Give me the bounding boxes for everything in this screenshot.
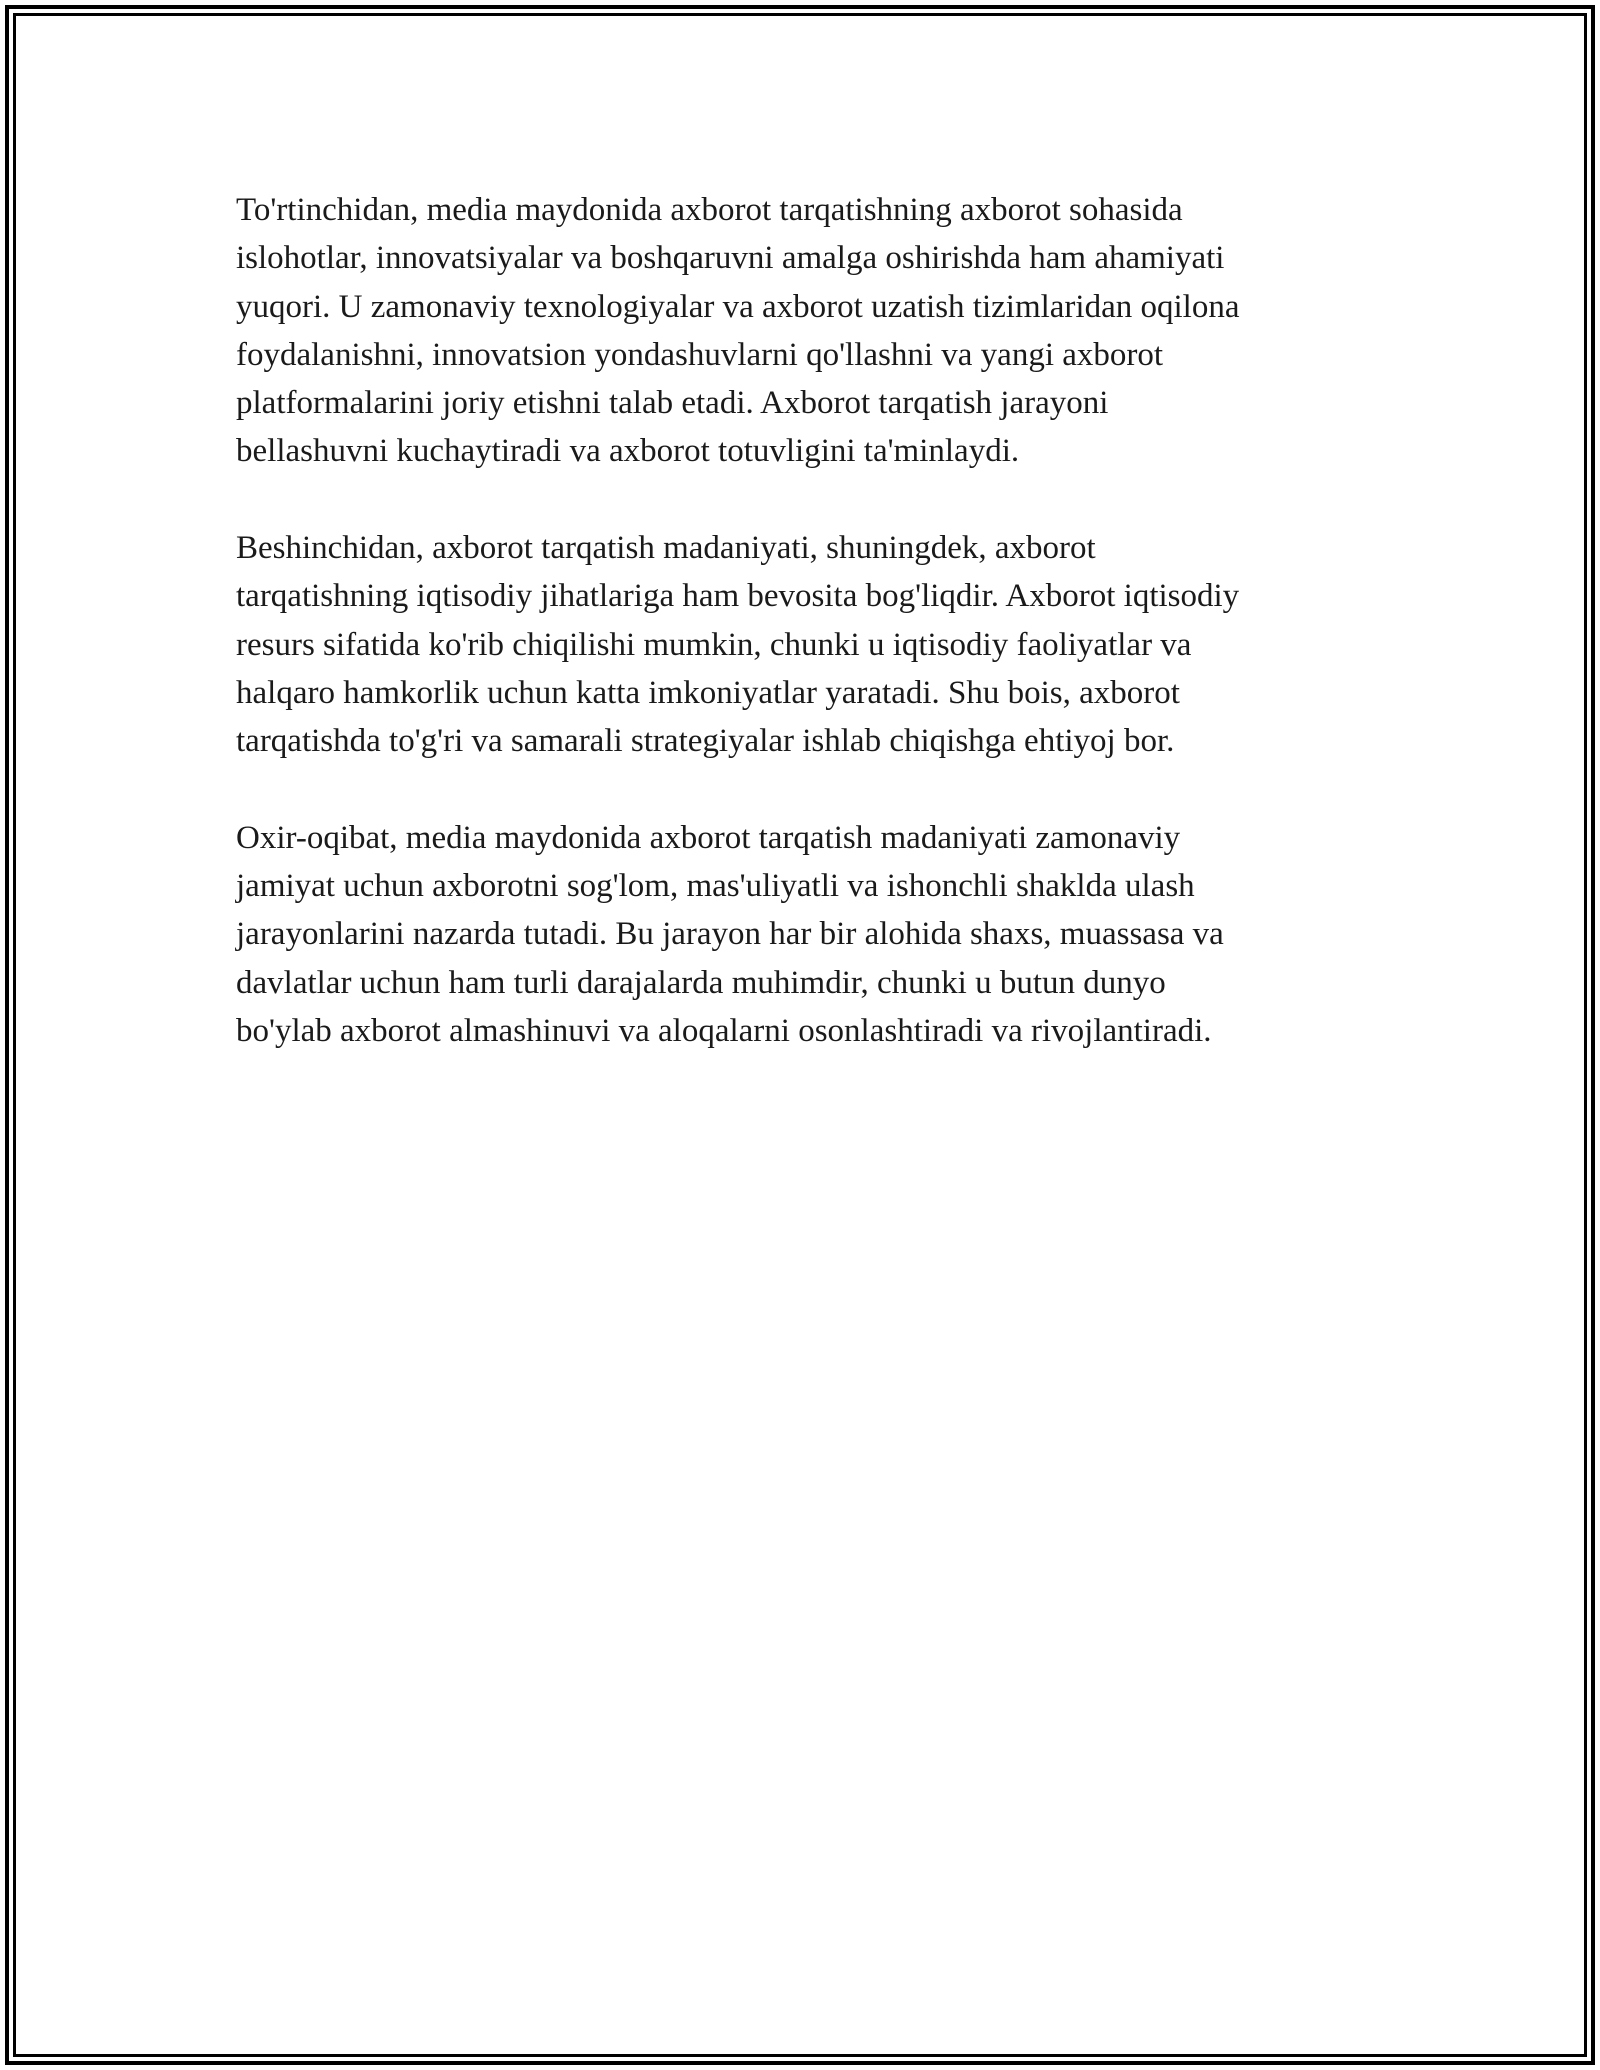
paragraph-fifth: Beshinchidan, axborot tarqatish madaniyati, shuningdek, axborot tarqatishning iqtisodiy jihatlariga ham bevosita bog'liqdir. Axborot iqtisodiy resurs sifatida ko'rib chiqilishi mumkin, chunki u iqtisodiy faoliyatlar va halqaro hamkorlik uchun katta imkoniyatlar yaratadi. Shu bois, axborot tarqatishda to'g'ri va samarali strategiyalar ishlab chiqishga ehtiyoj bor. [236, 530, 1240, 760]
paragraph-fourth: To'rtinchidan, media maydonida axborot tarqatishning axborot sohasida islohotlar, innovatsiyalar va boshqaruvni amalga oshirishda ham ahamiyati yuqori. U zamonaviy texnologiyalar va axborot uzatish tizimlaridan oqilona foydalanishni, innovatsion yondashuvlarni qo'llashni va yangi axborot platformalarini joriy etishni talab etadi. Axborot tarqatish jarayoni bellashuvni kuchaytiradi va axborot totuvligini ta'minlaydi. [236, 192, 1240, 470]
document-body [236, 186, 1376, 1055]
paragraph-conclusion: Oxir-oqibat, media maydonida axborot tarqatish madaniyati zamonaviy jamiyat uchun axborotni sog'lom, mas'uliyatli va ishonchli shaklda ulash jarayonlarini nazarda tutadi. Bu jarayon har bir alohida shaxs, muassasa va davlatlar uchun ham turli darajalarda muhimdir, chunki u butun dunyo bo'ylab axborot almashinuvi va aloqalarni osonlashtiradi va rivojlantiradi. [236, 819, 1224, 1050]
